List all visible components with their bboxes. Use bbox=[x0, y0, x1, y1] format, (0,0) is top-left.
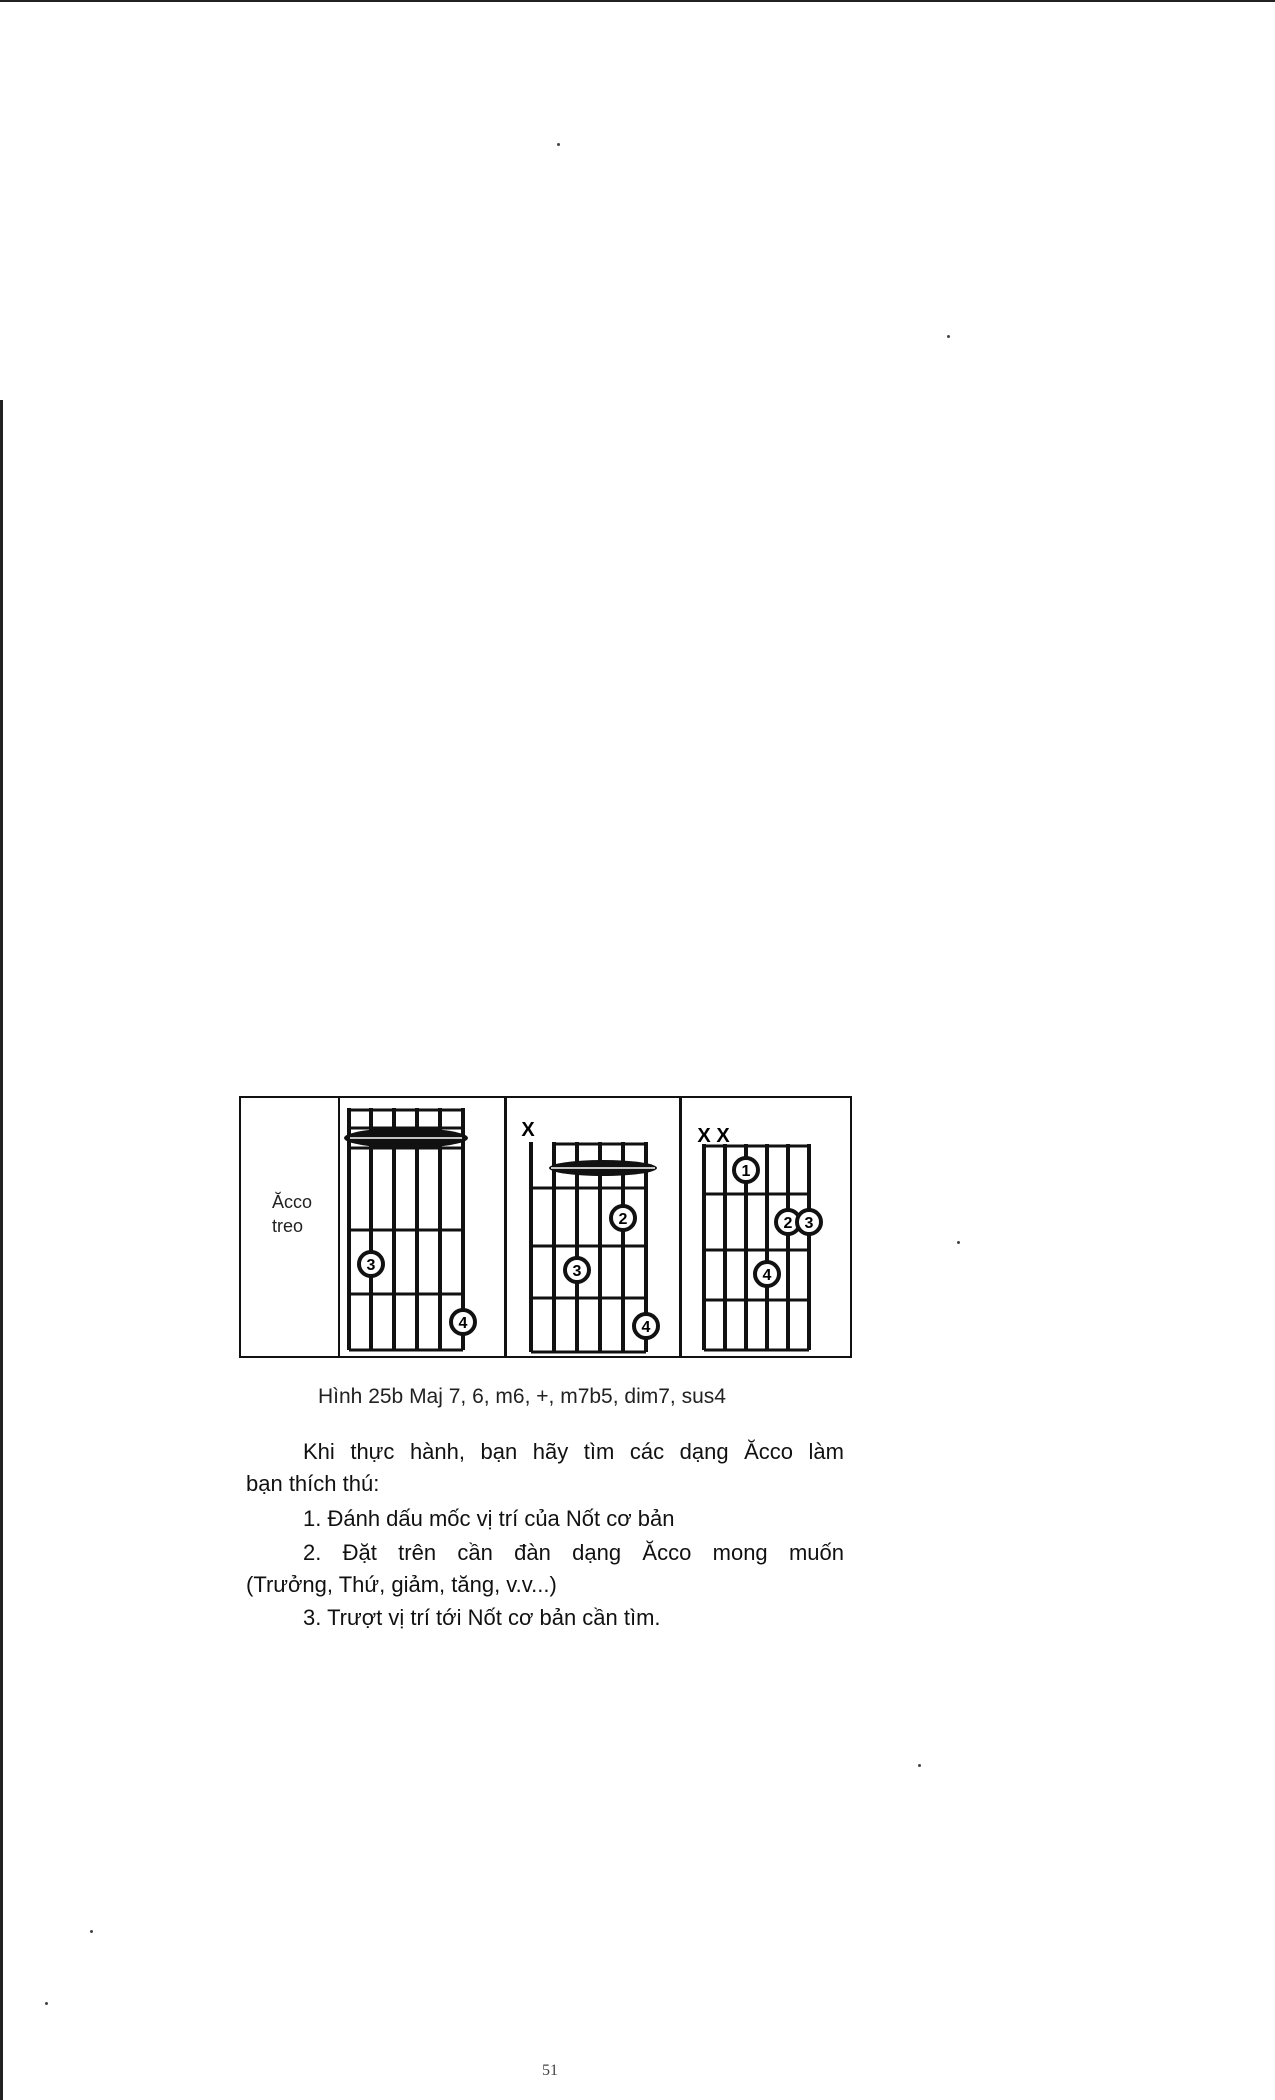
step-2-line-2: (Trưởng, Thứ, giảm, tăng, v.v...) bbox=[246, 1572, 557, 1597]
svg-text:2: 2 bbox=[783, 1215, 793, 1232]
finger-mark-4 bbox=[634, 1314, 658, 1338]
figure-caption: Hình 25b Maj 7, 6, m6, +, m7b5, dim7, sus4 bbox=[318, 1385, 726, 1408]
intro-line-1: Khi thực hành, bạn hãy tìm các dạng Ăcco làm bbox=[303, 1439, 844, 1464]
page-number: 51 bbox=[542, 2062, 558, 2079]
chord-diagram-2 bbox=[507, 1098, 682, 1358]
svg-text:4: 4 bbox=[762, 1267, 772, 1284]
scan-speck bbox=[90, 1930, 93, 1933]
step-2-line-1: 2. Đặt trên cần đàn dạng Ăcco mong muốn bbox=[303, 1540, 844, 1565]
svg-text:2: 2 bbox=[618, 1211, 628, 1228]
svg-text:3: 3 bbox=[366, 1257, 376, 1274]
finger-mark-4 bbox=[451, 1310, 475, 1334]
finger-mark-3 bbox=[565, 1258, 589, 1282]
mute-mark-x: X bbox=[697, 1125, 711, 1147]
scan-speck bbox=[557, 143, 560, 146]
scan-top-border bbox=[0, 0, 1275, 2]
barre-bar bbox=[549, 1160, 657, 1176]
barre-bar bbox=[344, 1128, 468, 1148]
intro-line-2: bạn thích thú: bbox=[246, 1471, 380, 1496]
finger-mark-4 bbox=[755, 1262, 779, 1286]
finger-mark-1 bbox=[734, 1158, 758, 1182]
chord-row-label-line2: treo bbox=[272, 1216, 304, 1236]
finger-mark-3 bbox=[359, 1252, 383, 1276]
mute-mark-x: X bbox=[716, 1125, 730, 1147]
chord-chart bbox=[239, 1096, 852, 1358]
chord-row-label-line1: Ăcco bbox=[272, 1192, 313, 1212]
scan-speck bbox=[957, 1241, 960, 1244]
svg-text:4: 4 bbox=[458, 1315, 468, 1332]
svg-text:4: 4 bbox=[641, 1319, 651, 1336]
chord-row-label bbox=[272, 1190, 332, 1238]
chord-diagram-2-cell bbox=[507, 1098, 682, 1356]
scan-speck bbox=[918, 1764, 921, 1767]
finger-mark-2 bbox=[611, 1206, 635, 1230]
chord-diagram-3 bbox=[682, 1098, 852, 1358]
scan-speck bbox=[947, 335, 950, 338]
scan-left-border bbox=[0, 400, 3, 2100]
step-3: 3. Trượt vị trí tới Nốt cơ bản cần tìm. bbox=[303, 1605, 661, 1630]
finger-mark-3 bbox=[797, 1210, 821, 1234]
chord-diagram-1-cell bbox=[340, 1098, 507, 1356]
chord-diagram-3-cell bbox=[682, 1098, 852, 1356]
svg-text:3: 3 bbox=[804, 1215, 814, 1232]
chord-row-label-cell bbox=[241, 1098, 340, 1356]
scan-speck bbox=[45, 2002, 48, 2005]
svg-text:3: 3 bbox=[572, 1263, 582, 1280]
mute-mark-x: X bbox=[521, 1119, 535, 1141]
step-1: 1. Đánh dấu mốc vị trí của Nốt cơ bản bbox=[303, 1506, 675, 1531]
svg-text:1: 1 bbox=[741, 1163, 751, 1180]
chord-diagram-1 bbox=[340, 1098, 507, 1358]
